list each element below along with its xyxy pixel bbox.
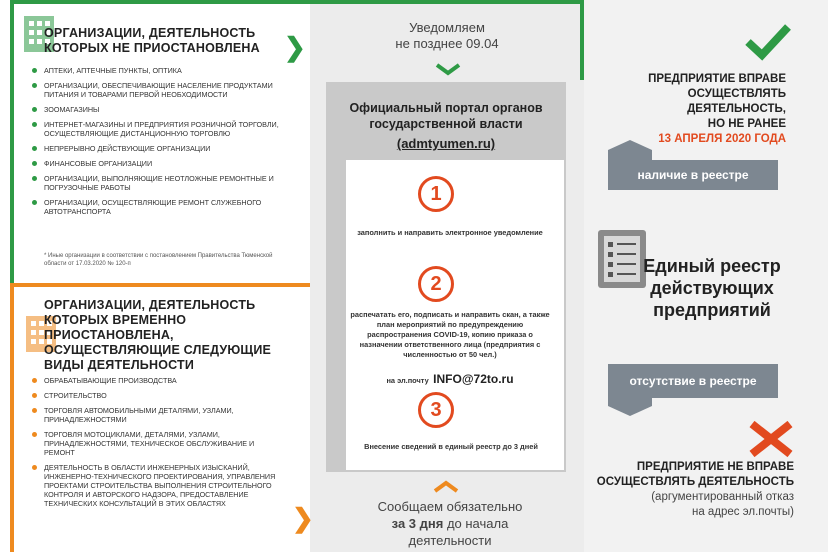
list-item: АПТЕКИ, АПТЕЧНЫЕ ПУНКТЫ, ОПТИКА — [30, 66, 282, 75]
list-item: ТОРГОВЛЯ АВТОМОБИЛЬНЫМИ ДЕТАЛЯМИ, УЗЛАМИ, ПРИНАДЛЕЖНОСТЯМИ — [30, 406, 282, 424]
allowed-date: 13 АПРЕЛЯ 2020 ГОДА — [658, 133, 786, 145]
arrow-down-tab-icon — [608, 396, 652, 416]
email-prefix: на эл.почту — [386, 376, 429, 385]
denied-result — [586, 460, 794, 520]
notify-deadline — [310, 20, 584, 52]
allowed-section-title: ОРГАНИЗАЦИИ, ДЕЯТЕЛЬНОСТЬ КОТОРЫХ НЕ ПРИОСТАНОВЛЕНА — [44, 26, 260, 55]
list-item: НЕПРЕРЫВНО ДЕЙСТВУЮЩИЕ ОРГАНИЗАЦИИ — [30, 144, 282, 153]
step-2-text: распечатать его, подписать и направить скан, а также план мероприятий по предупреждению распространения COVID-19, копию приказа о назначении ответственного лица (предприятия с численностью от 50 чел.) — [350, 310, 550, 359]
allowed-line-2: ОСУЩЕСТВЛЯТЬ ДЕЯТЕЛЬНОСТЬ, — [687, 88, 786, 115]
step-2-number: 2 — [418, 266, 454, 302]
step-1-number: 1 — [418, 176, 454, 212]
chevron-down-icon — [434, 62, 462, 76]
not-in-registry-tag: отсутствие в реестре — [608, 364, 778, 398]
portal-link[interactable]: (admtyumen.ru) — [396, 136, 496, 151]
list-item: ОРГАНИЗАЦИИ, ОСУЩЕСТВЛЯЮЩИЕ РЕМОНТ СЛУЖЕБНОГО АВТОТРАНСПОРТА — [30, 198, 282, 216]
chevron-right-icon: ❯ — [284, 32, 306, 62]
allowed-line-1: ПРЕДПРИЯТИЕ ВПРАВЕ — [648, 73, 786, 85]
list-item: ФИНАНСОВЫЕ ОРГАНИЗАЦИИ — [30, 159, 282, 168]
portal-title: Официальный портал органов государственной власти — [349, 101, 543, 131]
report-line-3: деятельности — [408, 533, 492, 548]
registry-title: Единый реестр действующих предприятий — [643, 256, 781, 320]
report-rest: до начала — [446, 516, 509, 531]
denied-line-2: ОСУЩЕСТВЛЯТЬ ДЕЯТЕЛЬНОСТЬ — [596, 476, 794, 488]
chevron-right-icon: ❯ — [292, 503, 314, 533]
allowed-result — [586, 72, 786, 147]
list-item: ОБРАБАТЫВАЮЩИЕ ПРОИЗВОДСТВА — [30, 376, 282, 385]
denied-line-1: ПРЕДПРИЯТИЕ НЕ ВПРАВЕ — [636, 461, 794, 473]
checkmark-icon — [744, 22, 792, 62]
step-3-number: 3 — [418, 392, 454, 428]
step-2-email — [346, 370, 554, 388]
suspended-organizations-list — [30, 376, 282, 514]
allowed-line-3: НО НЕ РАНЕЕ — [707, 118, 786, 130]
report-deadline — [330, 498, 570, 549]
report-line-1: Сообщаем обязательно — [377, 499, 523, 514]
orange-top-border-end — [300, 283, 310, 287]
step-1-text: заполнить и направить электронное уведомление — [357, 228, 543, 237]
allowed-organizations-list — [30, 66, 282, 222]
denied-reason-1: (аргументированный отказ — [651, 491, 794, 503]
chevron-up-icon — [432, 480, 460, 494]
suspended-section-title: ОРГАНИЗАЦИИ, ДЕЯТЕЛЬНОСТЬ КОТОРЫХ ВРЕМЕННО ПРИОСТАНОВЛЕНА, ОСУЩЕСТВЛЯЮЩИЕ СЛЕДУЮЩИЕ ВИДЫ ДЕЯТЕЛЬНОСТИ — [44, 298, 272, 372]
in-registry-tag: наличие в реестре — [608, 160, 778, 190]
denied-reason-2: на адрес эл.почты) — [691, 506, 794, 518]
report-bold: за 3 дня — [391, 516, 444, 531]
list-item: СТРОИТЕЛЬСТВО — [30, 391, 282, 400]
notify-line-2: не позднее 09.04 — [395, 36, 499, 51]
list-item: ИНТЕРНЕТ-МАГАЗИНЫ И ПРЕДПРИЯТИЯ РОЗНИЧНОЙ ТОРГОВЛИ, ОСУЩЕСТВЛЯЮЩИЕ ДИСТАНЦИОННУЮ ТОРГОВЛЮ — [30, 120, 282, 138]
list-item: ОРГАНИЗАЦИИ, ВЫПОЛНЯЮЩИЕ НЕОТЛОЖНЫЕ РЕМОНТНЫЕ И ПОГРУЗОЧНЫЕ РАБОТЫ — [30, 174, 282, 192]
list-item: ОРГАНИЗАЦИИ, ОБЕСПЕЧИВАЮЩИЕ НАСЕЛЕНИЕ ПРОДУКТАМИ ПИТАНИЯ И ТОВАРАМИ ПЕРВОЙ НЕОБХОДИМОСТИ — [30, 81, 282, 99]
list-item: ТОРГОВЛЯ МОТОЦИКЛАМИ, ДЕТАЛЯМИ, УЗЛАМИ, ПРИНАДЛЕЖНОСТЯМИ, ТЕХНИЧЕСКОЕ ОБСЛУЖИВАНИЕ И РЕМОНТ — [30, 430, 282, 457]
list-item: ЗООМАГАЗИНЫ — [30, 105, 282, 114]
email-address[interactable]: INFO@72to.ru — [433, 372, 514, 386]
list-item: ДЕЯТЕЛЬНОСТЬ В ОБЛАСТИ ИНЖЕНЕРНЫХ ИЗЫСКАНИЙ, ИНЖЕНЕРНО-ТЕХНИЧЕСКОГО ПРОЕКТИРОВАНИЯ, УПРАВЛЕНИЯ ПРОЕКТАМИ СТРОИТЕЛЬСТВА ВЫПОЛНЕНИЯ СТРОИТЕЛЬНОГО КОНТРОЛЯ И АВТОРСКОГО НАДЗОРА, ПРЕДОСТАВЛЕНИЕ ТЕХНИЧЕСКИХ КОНСУЛЬТАЦИЙ В ЭТИХ ОБЛАСТЯХ — [30, 463, 282, 508]
report-line-2 — [330, 515, 570, 532]
notify-line-1: Уведомляем — [409, 20, 485, 35]
allowed-footnote: * Иные организации в соответствии с постановлением Правительства Тюменской области от 17.03.2020 № 120-п — [44, 253, 273, 267]
cross-icon — [746, 418, 796, 460]
step-3-text: Внесение сведений в единый реестр до 3 дней — [364, 442, 538, 451]
